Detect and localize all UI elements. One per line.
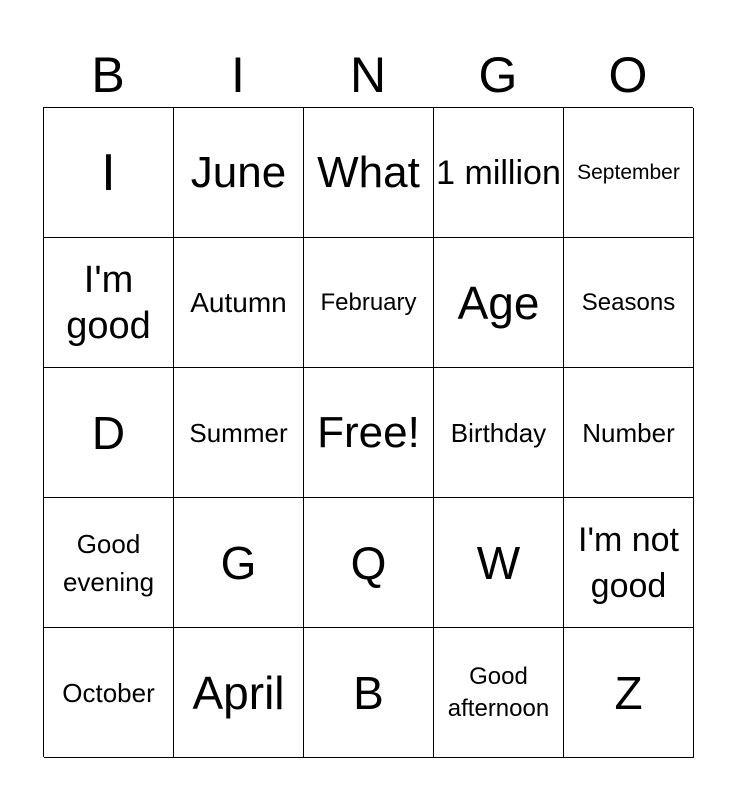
cell-text: Good evening bbox=[62, 528, 155, 597]
bingo-cell[interactable] bbox=[304, 628, 434, 758]
cell-text: April bbox=[192, 666, 285, 719]
cell-text: September bbox=[577, 160, 680, 184]
header-letter-o: O bbox=[608, 47, 648, 103]
header-letter-n: N bbox=[349, 47, 387, 103]
bingo-cell[interactable] bbox=[44, 628, 174, 758]
cell-text: D bbox=[91, 406, 126, 459]
bingo-cell[interactable] bbox=[174, 368, 304, 498]
bingo-cell[interactable] bbox=[434, 238, 564, 368]
free-space: Free! bbox=[317, 407, 420, 457]
bingo-cell[interactable] bbox=[44, 108, 174, 238]
bingo-cell[interactable] bbox=[564, 108, 694, 238]
bingo-cell[interactable] bbox=[434, 498, 564, 628]
cell-text: Autumn bbox=[190, 286, 287, 318]
header-letter-g: G bbox=[478, 47, 518, 103]
bingo-cell[interactable] bbox=[564, 628, 694, 758]
bingo-cell[interactable] bbox=[174, 238, 304, 368]
bingo-cell[interactable] bbox=[564, 368, 694, 498]
cell-text: Good afternoon bbox=[447, 662, 550, 722]
bingo-cell[interactable] bbox=[44, 368, 174, 498]
cell-text: Q bbox=[350, 536, 387, 589]
cell-text: Number bbox=[582, 417, 675, 448]
bingo-cell[interactable] bbox=[174, 108, 304, 238]
cell-text: What bbox=[317, 147, 420, 197]
bingo-card bbox=[43, 107, 693, 757]
cell-text: Z bbox=[614, 666, 643, 719]
cell-text: G bbox=[220, 536, 257, 589]
cell-text: June bbox=[190, 147, 287, 197]
bingo-cell[interactable] bbox=[434, 628, 564, 758]
cell-text: I'm not good bbox=[578, 520, 679, 605]
cell-text: October bbox=[62, 677, 155, 708]
bingo-header bbox=[43, 45, 693, 105]
cell-text: Birthday bbox=[450, 417, 547, 448]
bingo-cell[interactable] bbox=[44, 498, 174, 628]
bingo-cell[interactable] bbox=[44, 238, 174, 368]
bingo-cell[interactable] bbox=[304, 238, 434, 368]
bingo-cell[interactable] bbox=[564, 238, 694, 368]
cell-text: Age bbox=[457, 276, 540, 329]
cell-text: B bbox=[353, 666, 384, 719]
bingo-cell[interactable] bbox=[174, 628, 304, 758]
bingo-cell[interactable] bbox=[564, 498, 694, 628]
bingo-cell[interactable] bbox=[304, 368, 434, 498]
bingo-cell[interactable] bbox=[174, 498, 304, 628]
cell-text: W bbox=[476, 536, 521, 589]
bingo-cell[interactable] bbox=[304, 498, 434, 628]
cell-text: February bbox=[320, 288, 417, 316]
bingo-cell[interactable] bbox=[434, 108, 564, 238]
cell-text: Summer bbox=[189, 417, 288, 448]
cell-text: Seasons bbox=[581, 288, 676, 316]
header-letter-b: B bbox=[91, 47, 125, 103]
bingo-cell[interactable] bbox=[434, 368, 564, 498]
bingo-cell[interactable] bbox=[304, 108, 434, 238]
cell-text: I'm good bbox=[66, 258, 151, 347]
header-letter-i: I bbox=[231, 47, 245, 103]
cell-text: 1 million bbox=[436, 153, 561, 192]
cell-text: I bbox=[101, 143, 116, 202]
